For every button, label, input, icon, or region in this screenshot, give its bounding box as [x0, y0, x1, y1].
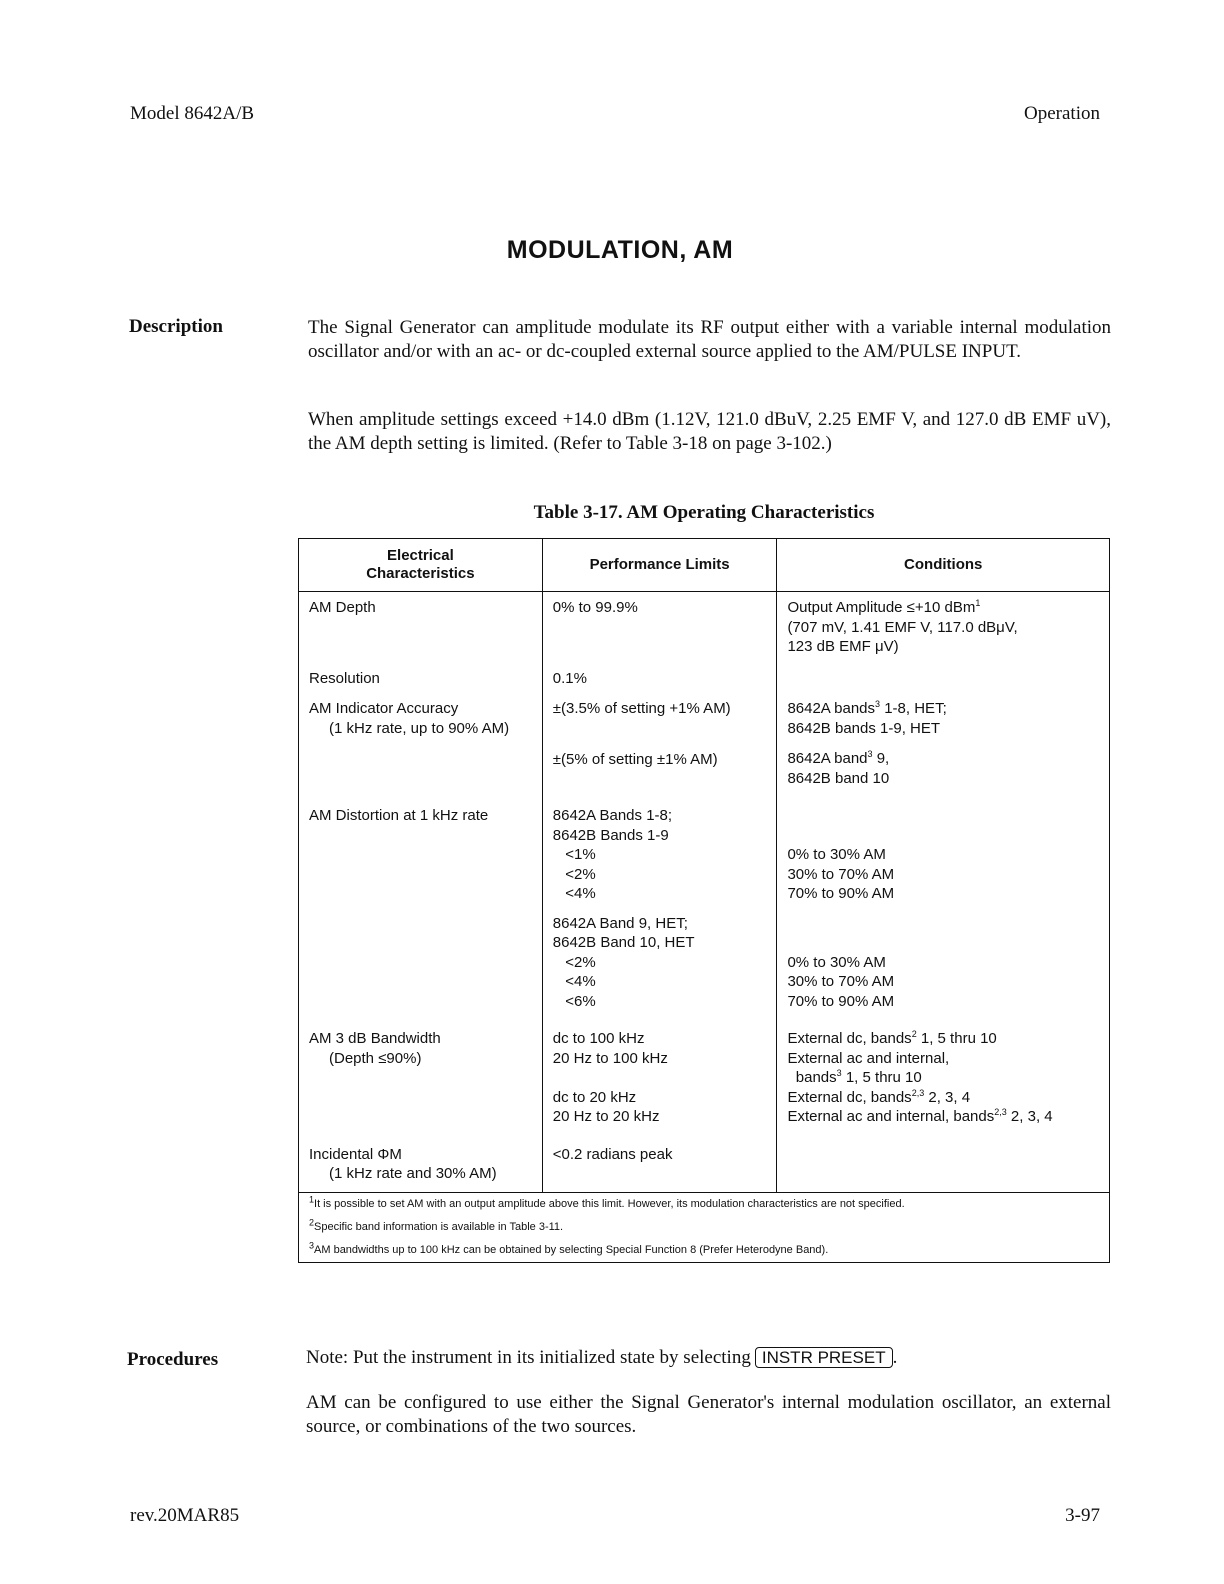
cell-limit: 8642A Bands 1-8; [552, 807, 673, 824]
cell-condition: (707 mV, 1.41 EMF V, 117.0 dBμV, [787, 618, 1018, 636]
header-model: Model 8642A/B [130, 103, 255, 124]
am-characteristics-table [298, 538, 1110, 1263]
cell-characteristic: AM Indicator Accuracy [309, 700, 459, 717]
cell-characteristic-detail: (Depth ≤90%) [329, 1049, 422, 1067]
cell-condition: External dc, bands$^2$ 1, 5 thru 10 [787, 1029, 997, 1047]
table-row-incidental-pm [299, 1127, 1110, 1193]
cell-limit: <2% [552, 865, 596, 883]
cell-limit: dc to 20 kHz [552, 1088, 637, 1106]
description-paragraph-1: The Signal Generator can amplitude modulate its RF output either with a variable internal modulation oscillator and/or with an ac- or dc-coupled external source applied to the AM/PULSE INPUT. [308, 317, 1111, 362]
cell-characteristic: Resolution [309, 669, 380, 687]
cell-condition: 8642B band 10 [787, 769, 890, 787]
cell-limit: 0% to 99.9% [552, 599, 638, 616]
cell-limit: <2% [552, 953, 596, 971]
page-title: MODULATION, AM [506, 236, 734, 264]
cell-limit: 8642A Band 9, HET; [552, 914, 688, 932]
footer-page-number: 3-97 [1065, 1505, 1100, 1526]
cell-characteristic-detail: (1 kHz rate, up to 90% AM) [329, 719, 510, 737]
table-row-resolution [299, 657, 1110, 689]
header-electrical-characteristics: Electrical Characteristics [299, 539, 543, 592]
cell-condition: 8642A band$^3$ 9, [787, 749, 890, 767]
table-row-bandwidth [299, 1011, 1110, 1127]
cell-condition: External ac and internal, [787, 1049, 950, 1067]
table-footnotes [299, 1192, 1110, 1262]
cell-condition: 0% to 30% AM [787, 953, 886, 971]
cell-condition: 8642B bands 1-9, HET [787, 719, 941, 737]
procedures-paragraph: AM can be configured to use either the Signal Generator's internal modulation oscillator, an external source, or combinations of the two sources. [306, 1392, 1111, 1437]
cell-characteristic: AM Depth [309, 599, 376, 616]
cell-limit: 20 Hz to 20 kHz [552, 1108, 660, 1125]
table-row-am-depth [299, 592, 1110, 657]
table-row-indicator-accuracy [299, 688, 1110, 788]
procedures-label: Procedures [127, 1349, 219, 1370]
footnote-3: $^3$AM bandwidths up to 100 kHz can be obtained by selecting Special Function 8 (Prefer Heterodyne Band). [309, 1239, 829, 1256]
cell-limit: ±(5% of setting ±1% AM) [552, 750, 718, 768]
cell-characteristic: AM 3 dB Bandwidth [309, 1030, 441, 1047]
table-caption: Table 3-17. AM Operating Characteristics [533, 502, 875, 523]
cell-limit: <1% [552, 846, 596, 863]
cell-condition: 123 dB EMF μV) [787, 638, 899, 655]
cell-characteristic-detail: (1 kHz rate and 30% AM) [329, 1165, 497, 1182]
footer-revision: rev.20MAR85 [130, 1505, 240, 1526]
table-footnotes-row [299, 1192, 1110, 1262]
cell-limit: 8642B Bands 1-9 [552, 826, 669, 844]
header-performance-limits: Performance Limits [542, 539, 777, 592]
cell-condition: External dc, bands$^{2,3}$ 2, 3, 4 [787, 1087, 971, 1106]
cell-limit: 20 Hz to 100 kHz [552, 1049, 668, 1067]
cell-limit: ±(3.5% of setting +1% AM) [552, 700, 731, 717]
cell-limit: <0.2 radians peak [552, 1145, 673, 1163]
cell-condition: 8642A bands$^3$ 1-8, HET; [787, 699, 947, 717]
footnote-2: $^2$Specific band information is available in Table 3-11. [309, 1216, 564, 1233]
cell-limit: 0.1% [552, 669, 587, 687]
instr-preset-key: INSTR PRESET [755, 1347, 893, 1368]
header-section: Operation [1024, 103, 1100, 124]
cell-limit: <4% [552, 885, 596, 902]
header-conditions: Conditions [777, 539, 1110, 592]
cell-condition: 30% to 70% AM [787, 865, 895, 883]
cell-characteristic: Incidental ΦM [309, 1145, 402, 1163]
procedures-note: Note: Put the instrument in its initialized state by selecting INSTR PRESET . [306, 1347, 898, 1368]
cell-limit: dc to 100 kHz [552, 1030, 645, 1047]
description-paragraph-2: When amplitude settings exceed +14.0 dBm (1.12V, 121.0 dBuV, 2.25 EMF V, and 127.0 dB EMF uV), the AM depth setting is limited. (Refer to Table 3-18 on page 3-102.) [308, 409, 1111, 454]
cell-condition: Output Amplitude ≤+10 dBm$^1$ [787, 598, 981, 616]
cell-condition: bands$^3$ 1, 5 thru 10 [787, 1068, 922, 1086]
table-row-distortion [299, 788, 1110, 1011]
description-label: Description [129, 316, 223, 337]
cell-limit: <4% [552, 973, 596, 990]
cell-limit: 8642B Band 10, HET [552, 934, 695, 951]
cell-characteristic: AM Distortion at 1 kHz rate [309, 807, 489, 824]
cell-condition: 70% to 90% AM [787, 885, 895, 902]
footnote-1: $^1$It is possible to set AM with an output amplitude above this limit. However, its modulation characteristics are not specified. [309, 1193, 905, 1210]
cell-condition: 30% to 70% AM [787, 973, 895, 990]
cell-condition: 70% to 90% AM [787, 992, 895, 1010]
cell-limit: <6% [552, 992, 596, 1010]
cell-condition: External ac and internal, bands$^{2,3}$ 2, 3, 4 [787, 1107, 1053, 1125]
table-header-row [299, 539, 1110, 592]
cell-condition: 0% to 30% AM [787, 846, 886, 863]
